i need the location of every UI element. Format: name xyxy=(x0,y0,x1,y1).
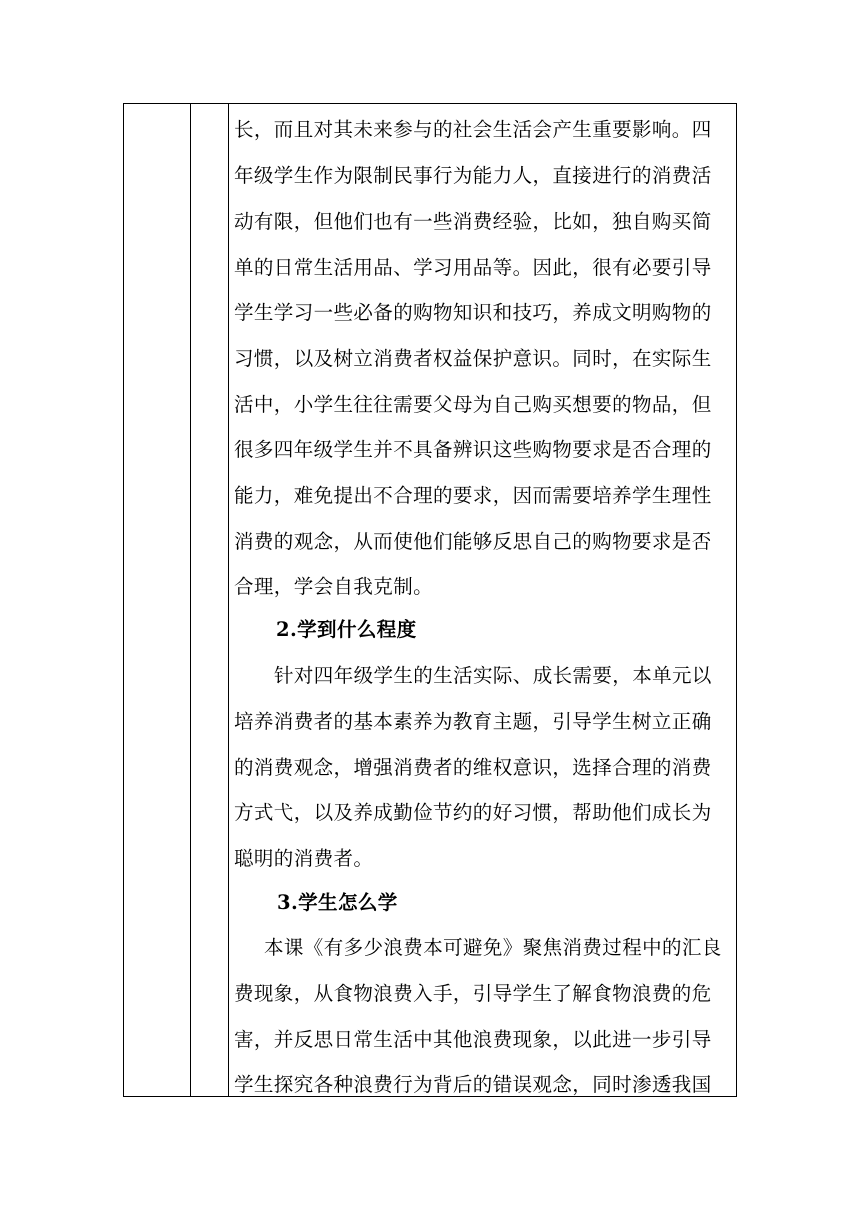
paragraph-line: 害，并反思日常生活中其他浪费现象，以此进一步引导 xyxy=(234,1028,712,1051)
section-heading: 3.学生怎么学 xyxy=(277,891,398,914)
paragraph-line: 学生探究各种浪费行为背后的错误观念，同时渗透我国 xyxy=(234,1073,712,1096)
table-column-divider xyxy=(228,104,229,1096)
paragraph-line: 的消费观念，增强消费者的维权意识，选择合理的消费 xyxy=(234,756,712,779)
paragraph-line: 很多四年级学生并不具备辨识这些购物要求是否合理的 xyxy=(234,438,712,461)
paragraph-line: 本课《有多少浪费本可避免》聚焦消费过程中的汇良 xyxy=(264,936,722,959)
paragraph-line: 年级学生作为限制民事行为能力人，直接进行的消费活 xyxy=(234,164,712,187)
paragraph-line: 培养消费者的基本素养为教育主题，引导学生树立正确 xyxy=(234,710,712,733)
document-table xyxy=(123,103,737,1097)
section-heading: 2.学到什么程度 xyxy=(276,618,417,641)
paragraph-line: 消费的观念，从而使他们能够反思自己的购物要求是否 xyxy=(234,530,712,553)
paragraph-line: 针对四年级学生的生活实际、成长需要，本单元以 xyxy=(274,664,712,687)
paragraph-line: 学生学习一些必备的购物知识和技巧，养成文明购物的 xyxy=(234,301,712,324)
paragraph-line: 长，而且对其未来参与的社会生活会产生重要影响。四 xyxy=(234,118,712,141)
paragraph-line: 费现象，从食物浪费入手，引导学生了解食物浪费的危 xyxy=(234,982,712,1005)
paragraph-line: 活中，小学生往往需要父母为自己购买想要的物品，但 xyxy=(234,393,712,416)
paragraph-line: 习惯，以及树立消费者权益保护意识。同时，在实际生 xyxy=(234,347,712,370)
paragraph-line: 合理，学会自我克制。 xyxy=(234,575,434,598)
paragraph-line: 方式弋，以及养成勤俭节约的好习惯，帮助他们成长为 xyxy=(234,801,712,824)
paragraph-line: 单的日常生活用品、学习用品等。因此，很有必要引导 xyxy=(234,256,712,279)
paragraph-line: 能力，难免提出不合理的要求，因而需要培养学生理性 xyxy=(234,484,712,507)
paragraph-line: 聪明的消费者。 xyxy=(234,847,374,870)
table-column-divider xyxy=(190,104,191,1096)
paragraph-line: 动有限，但他们也有一些消费经验，比如，独自购买简 xyxy=(234,210,712,233)
